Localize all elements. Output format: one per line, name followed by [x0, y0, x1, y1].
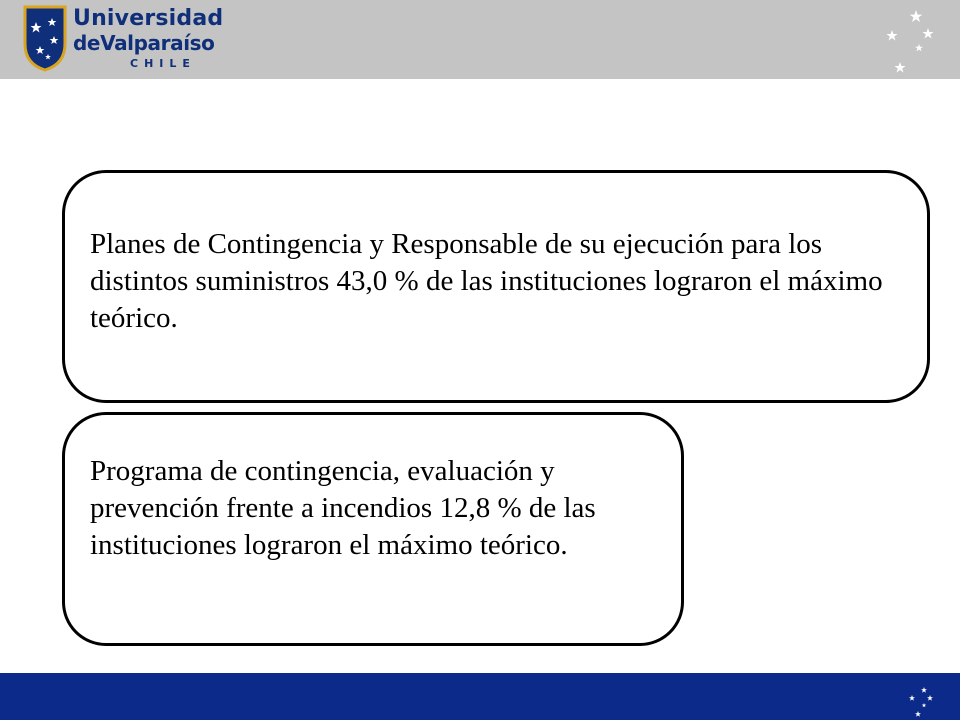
- logo-text-universidad: Universidad: [73, 6, 224, 31]
- footer-band: [0, 673, 960, 720]
- logo-text-valparaiso: deValparaíso: [73, 31, 215, 55]
- info-box-text: Programa de contingencia, evaluación y prevención frente a incendios 12,8 % de las instituciones lograron el máximo teórico.: [90, 455, 596, 561]
- small-southern-cross-stars-icon: [902, 685, 938, 719]
- info-box-contingency-plans: [62, 170, 930, 403]
- shield-icon: [22, 4, 68, 72]
- southern-cross-stars-icon: [880, 6, 940, 76]
- university-logo[interactable]: [22, 4, 224, 76]
- header-band: [0, 0, 960, 79]
- info-box-fire-prevention: [62, 412, 684, 646]
- info-box-text: Planes de Contingencia y Responsable de su ejecución para los distintos suministros 43,0 % de las instituciones lograron el máximo teórico.: [90, 228, 883, 334]
- logo-text-chile: CHILE: [130, 57, 196, 70]
